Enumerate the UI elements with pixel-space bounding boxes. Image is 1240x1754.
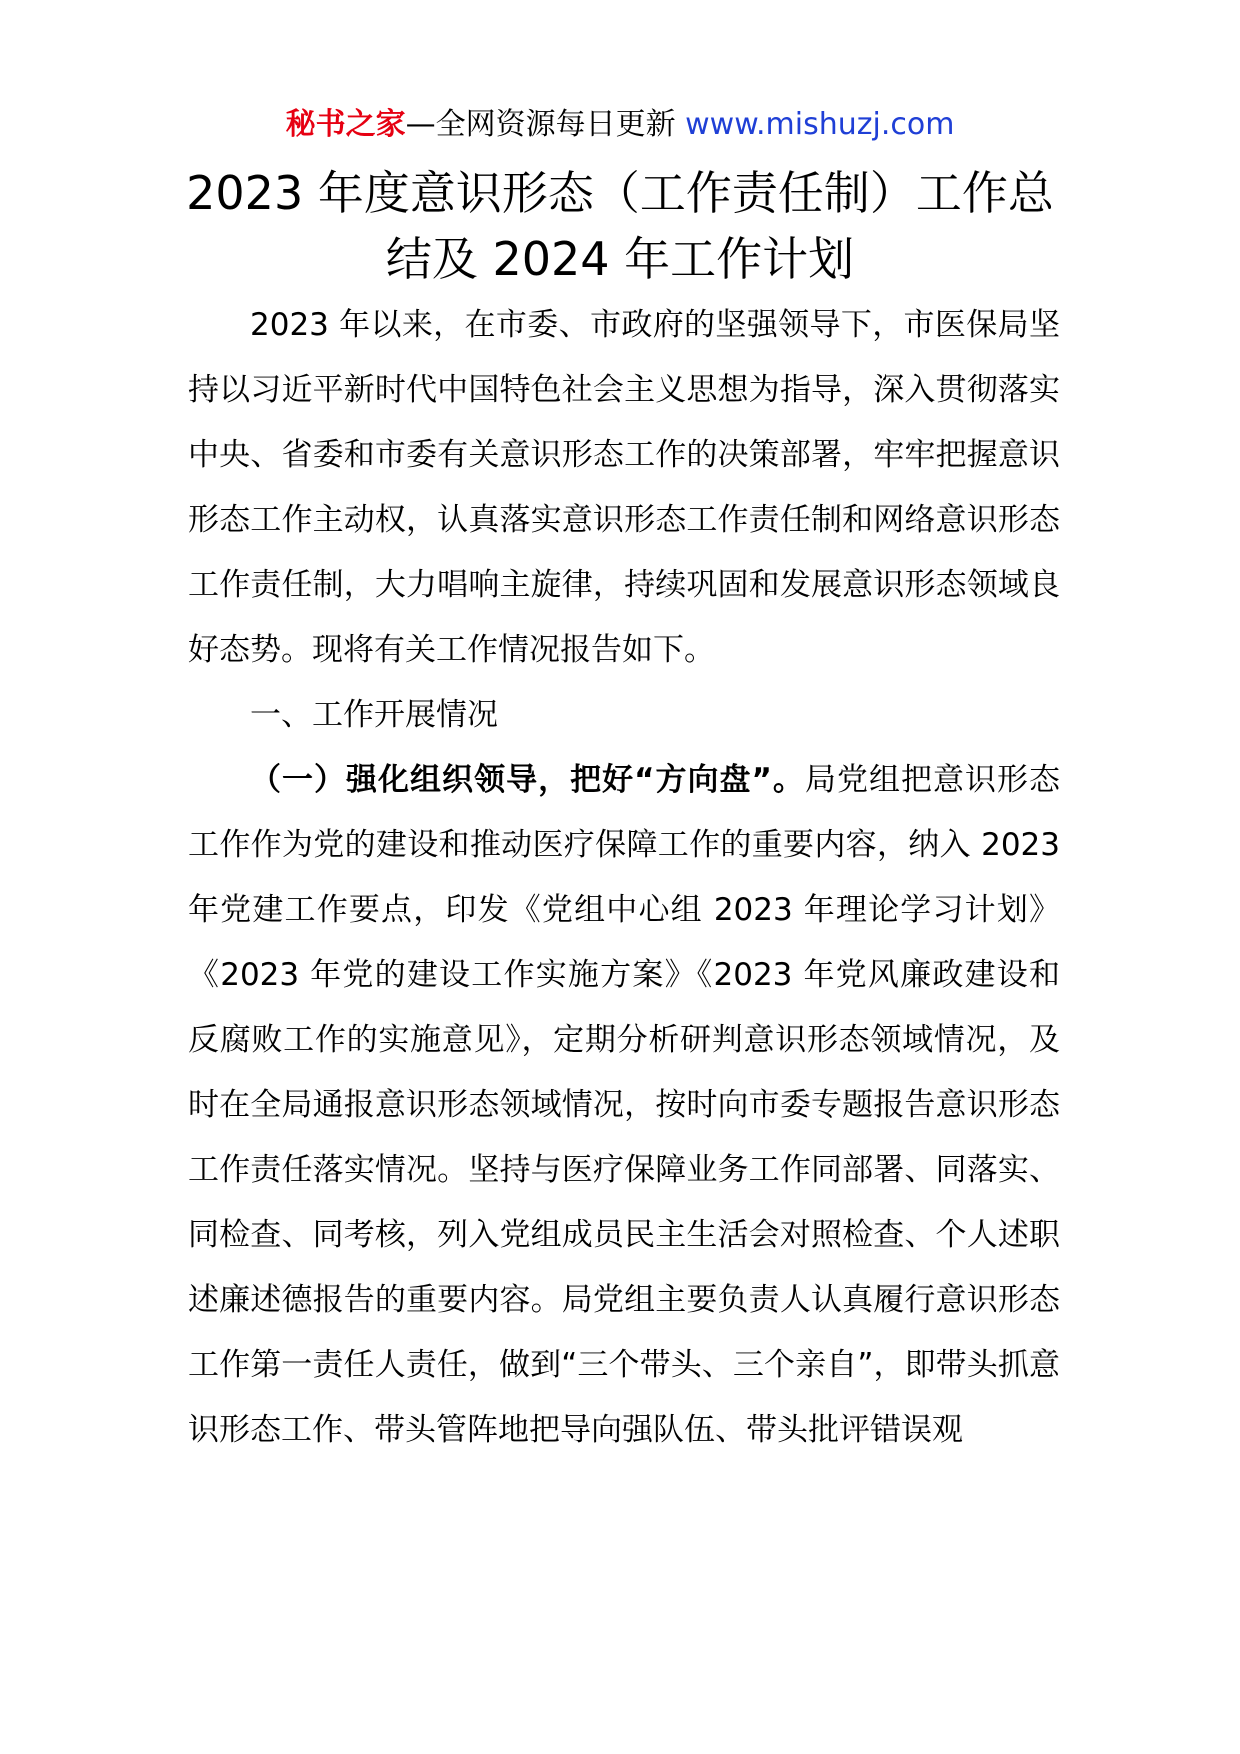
subsection-paragraph <box>188 748 1060 1463</box>
watermark-banner <box>0 104 1240 146</box>
banner-brand: 秘书之家 <box>285 107 406 142</box>
document-title <box>150 160 1090 292</box>
subsection-body: 局党组把意识形态工作作为党的建设和推动医疗保障工作的重要内容，纳入 2023 年党建工作要点，印发《党组中心组 2023 年理论学习计划》《2023 年党的建设工作实施方案》《2023 年党风廉政建设和反腐败工作的实施意见》，定期分析研判意识形态领域情况，及时在全局通报意识形态领域情况，按时向市委专题报告意识形态工作责任落实情况。坚持与医疗保障业务工作同部署、同落实、同检查、同考核，列入党组成员民主生活会对照检查、个人述职述廉述德报告的重要内容。局党组主要负责人认真履行意识形态工作第一责任人责任，做到“三个带头、三个亲自”，即带头抓意识形态工作、带头管阵地把导向强队伍、带头批评错误观 <box>188 762 1061 1448</box>
title-line-1: 2023 年度意识形态（工作责任制）工作总 <box>186 166 1054 220</box>
banner-url: www.mishuzj.com <box>685 107 955 142</box>
banner-tagline: —全网资源每日更新 <box>405 107 686 142</box>
subsection-lead: （一）强化组织领导，把好“方向盘”。 <box>250 762 805 798</box>
intro-paragraph: 2023 年以来，在市委、市政府的坚强领导下，市医保局坚持以习近平新时代中国特色社会主义思想为指导，深入贯彻落实中央、省委和市委有关意识形态工作的决策部署，牢牢把握意识形态工作主动权，认真落实意识形态工作责任制和网络意识形态工作责任制，大力唱响主旋律，持续巩固和发展意识形态领域良好态势。现将有关工作情况报告如下。 <box>188 307 1060 668</box>
document-body <box>188 293 1060 1463</box>
title-line-2: 结及 2024 年工作计划 <box>385 232 855 286</box>
section-heading: 一、工作开展情况 <box>250 697 498 733</box>
